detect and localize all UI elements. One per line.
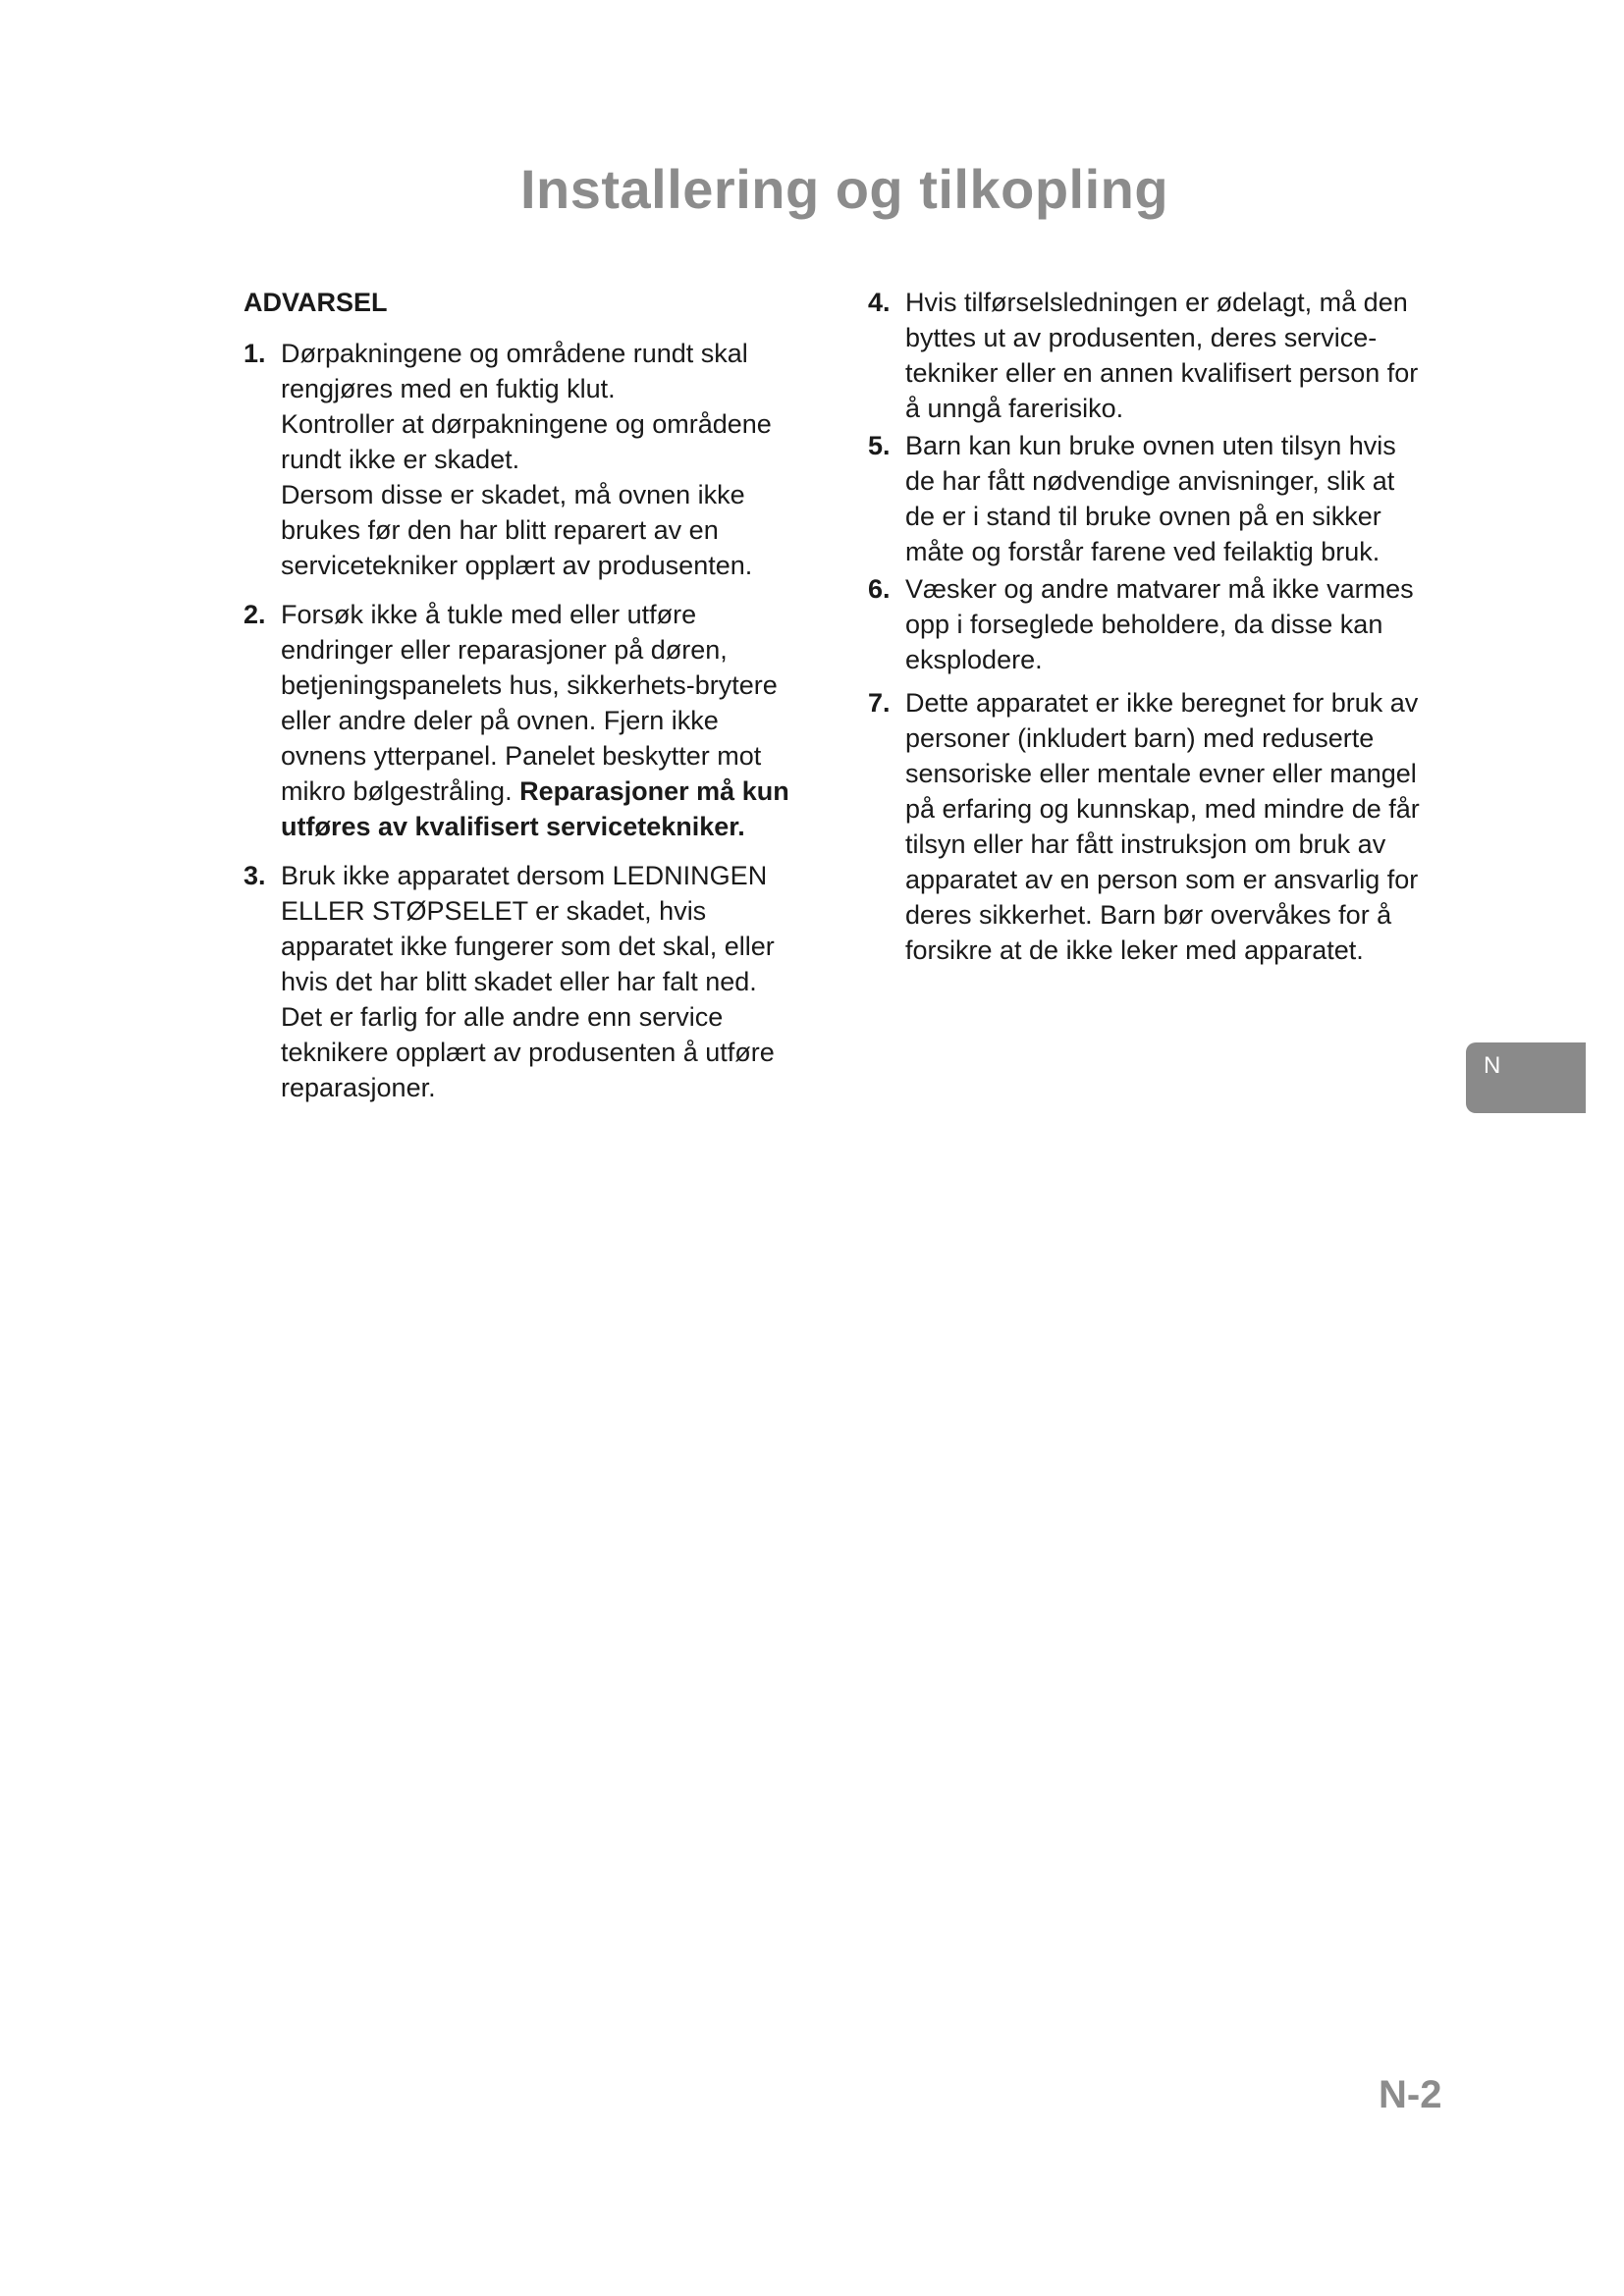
item-number: 5. — [868, 431, 891, 460]
warning-item-2 — [244, 597, 833, 844]
warning-item-6 — [868, 571, 1467, 677]
item-text-line: apparatet av en person som er ansvarlig for — [905, 865, 1419, 894]
warning-item-1 — [244, 336, 833, 583]
item-number: 2. — [244, 600, 266, 629]
item-text-line-mixed — [281, 774, 833, 809]
warning-item-5 — [868, 428, 1467, 569]
item-text-line: rengjøres med en fuktig klut. — [281, 374, 616, 403]
item-text-line: sensoriske eller mentale evner eller mangel — [905, 759, 1417, 788]
item-text-line: Dette apparatet er ikke beregnet for bruk av — [905, 688, 1419, 718]
item-text-normal: mikro bølgestråling. — [281, 776, 513, 806]
item-text-line: Forsøk ikke å tukle med eller utføre — [281, 600, 697, 629]
item-text-line: de har fått nødvendige anvisninger, slik at — [905, 466, 1395, 496]
item-number: 3. — [244, 861, 266, 890]
item-text-line: endringer eller reparasjoner på døren, — [281, 635, 728, 665]
warning-heading: ADVARSEL — [244, 288, 388, 317]
warning-item-3 — [244, 858, 833, 1105]
item-text-line: å unngå farerisiko. — [905, 394, 1124, 423]
warning-item-4 — [868, 285, 1467, 426]
item-text-line: servicetekniker opplært av produsenten. — [281, 551, 753, 580]
item-text-line: Hvis tilførselsledningen er ødelagt, må den — [905, 288, 1408, 317]
item-text-line: Barn kan kun bruke ovnen uten tilsyn hvis — [905, 431, 1396, 460]
item-text-line: forsikre at de ikke leker med apparatet. — [905, 935, 1364, 965]
item-text-line: måte og forstår farene ved feilaktig bruk. — [905, 537, 1380, 566]
item-text-line: eksplodere. — [905, 645, 1043, 674]
warning-item-7 — [868, 685, 1467, 968]
item-text-line: deres sikkerhet. Barn bør overvåkes for å — [905, 900, 1392, 930]
item-text-line: Dersom disse er skadet, må ovnen ikke — [281, 480, 745, 509]
item-text-line: betjeningspanelets hus, sikkerhets-brytere — [281, 670, 778, 700]
item-text-line: de er i stand til bruke ovnen på en sikker — [905, 502, 1381, 531]
item-text-line: eller andre deler på ovnen. Fjern ikke — [281, 706, 719, 735]
item-text-line: rundt ikke er skadet. — [281, 445, 520, 474]
item-text-line: tilsyn eller har fått instruksjon om bruk av — [905, 829, 1386, 859]
left-column — [244, 285, 833, 1119]
item-text-line: reparasjoner. — [281, 1073, 436, 1102]
right-column — [868, 285, 1467, 970]
item-text-line: Bruk ikke apparatet dersom LEDNINGEN — [281, 861, 768, 890]
item-number: 7. — [868, 688, 891, 718]
item-text-line: Dørpakningene og områdene rundt skal — [281, 339, 748, 368]
item-text-line: på erfaring og kunnskap, med mindre de får — [905, 794, 1420, 824]
item-text-line: brukes før den har blitt reparert av en — [281, 515, 719, 545]
item-text-line: teknikere opplært av produsenten å utføre — [281, 1038, 775, 1067]
page-title: Installering og tilkopling — [519, 158, 1169, 220]
item-number: 6. — [868, 574, 891, 604]
item-text-line: tekniker eller en annen kvalifisert person for — [905, 358, 1419, 388]
page-number: N-2 — [1379, 2073, 1442, 2116]
item-text-line: byttes ut av produsenten, deres service- — [905, 323, 1378, 352]
item-text-line: personer (inkludert barn) med reduserte — [905, 723, 1375, 753]
item-text-line: Det er farlig for alle andre enn service — [281, 1002, 724, 1032]
item-text-emphasis: utføres av kvalifisert servicetekniker. — [281, 812, 745, 841]
item-text-line: ELLER STØPSELET er skadet, hvis — [281, 896, 707, 926]
item-text-line: apparatet ikke fungerer som det skal, eller — [281, 932, 775, 961]
item-text-line: ovnens ytterpanel. Panelet beskytter mot — [281, 741, 762, 771]
item-text-line: hvis det har blitt skadet eller har falt ned. — [281, 967, 757, 996]
item-text-line: opp i forseglede beholdere, da disse kan — [905, 610, 1383, 639]
item-number: 4. — [868, 288, 891, 317]
item-text-line: Væsker og andre matvarer må ikke varmes — [905, 574, 1414, 604]
item-text-line: Kontroller at dørpakningene og områdene — [281, 409, 772, 439]
item-number: 1. — [244, 339, 266, 368]
language-tab: N — [1466, 1042, 1586, 1113]
item-text-emphasis: Reparasjoner må kun — [519, 776, 789, 806]
